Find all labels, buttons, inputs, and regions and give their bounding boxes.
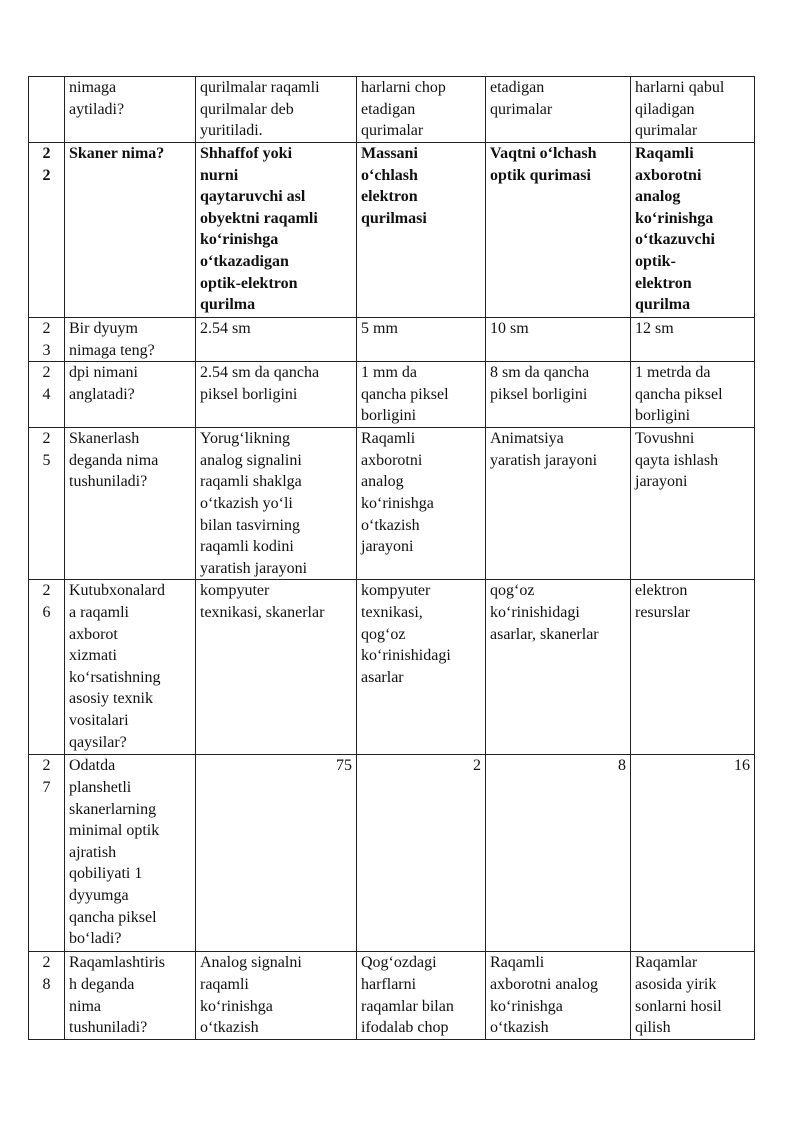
option-b: kompyuter texnikasi, qog‘oz ko‘rinishidagi asarlar: [357, 580, 486, 755]
option-a: 2.54 sm: [196, 318, 357, 362]
question-text: Odatda planshetli skanerlarning minimal optik ajratish qobiliyati 1 dyyumga qancha piksel bo‘ladi?: [65, 755, 196, 952]
question-text: Bir dyuym nimaga teng?: [65, 318, 196, 362]
question-number: 2 8: [29, 952, 65, 1039]
question-text: nimaga aytiladi?: [65, 77, 196, 143]
quiz-table: [28, 76, 755, 1040]
option-c: 8 sm da qancha piksel borligini: [486, 362, 631, 428]
option-b: Massani o‘chlash elektron qurilmasi: [357, 143, 486, 318]
table-row: [29, 77, 755, 143]
option-b: 2: [357, 755, 486, 952]
option-c: Animatsiya yaratish jarayoni: [486, 428, 631, 580]
table-row: [29, 318, 755, 362]
option-d: elektron resurslar: [631, 580, 755, 755]
option-b: 1 mm da qancha piksel borligini: [357, 362, 486, 428]
option-c: etadigan qurimalar: [486, 77, 631, 143]
table-row: [29, 362, 755, 428]
option-a: 2.54 sm da qancha piksel borligini: [196, 362, 357, 428]
option-c: qog‘oz ko‘rinishidagi asarlar, skanerlar: [486, 580, 631, 755]
option-a: Analog signalni raqamli ko‘rinishga o‘tkazish: [196, 952, 357, 1039]
option-b: Qog‘ozdagi harflarni raqamlar bilan ifodalab chop: [357, 952, 486, 1039]
option-a: kompyuter texnikasi, skanerlar: [196, 580, 357, 755]
option-c: Vaqtni o‘lchash optik qurimasi: [486, 143, 631, 318]
option-c: Raqamli axborotni analog ko‘rinishga o‘tkazish: [486, 952, 631, 1039]
option-b: Raqamli axborotni analog ko‘rinishga o‘tkazish jarayoni: [357, 428, 486, 580]
table-row: [29, 580, 755, 755]
option-d: Raqamli axborotni analog ko‘rinishga o‘tkazuvchi optik- elektron qurilma: [631, 143, 755, 318]
option-c: 8: [486, 755, 631, 952]
question-number: [29, 77, 65, 143]
table-row: [29, 428, 755, 580]
option-c: 10 sm: [486, 318, 631, 362]
option-b: 5 mm: [357, 318, 486, 362]
question-text: dpi nimani anglatadi?: [65, 362, 196, 428]
option-d: 16: [631, 755, 755, 952]
option-a: Yorug‘likning analog signalini raqamli shaklga o‘tkazish yo‘li bilan tasvirning raqamli kodini yaratish jarayoni: [196, 428, 357, 580]
option-d: 1 metrda da qancha piksel borligini: [631, 362, 755, 428]
option-d: 12 sm: [631, 318, 755, 362]
table-row: [29, 755, 755, 952]
option-b: harlarni chop etadigan qurimalar: [357, 77, 486, 143]
option-d: Raqamlar asosida yirik sonlarni hosil qilish: [631, 952, 755, 1039]
question-number: 2 3: [29, 318, 65, 362]
question-text: Raqamlashtiris h deganda nima tushuniladi?: [65, 952, 196, 1039]
question-text: Skaner nima?: [65, 143, 196, 318]
question-text: Skanerlash deganda nima tushuniladi?: [65, 428, 196, 580]
option-a: Shhaffof yoki nurni qaytaruvchi asl obyektni raqamli ko‘rinishga o‘tkazadigan optik-elektron qurilma: [196, 143, 357, 318]
option-d: harlarni qabul qiladigan qurimalar: [631, 77, 755, 143]
option-a: qurilmalar raqamli qurilmalar deb yuritiladi.: [196, 77, 357, 143]
question-number: 2 7: [29, 755, 65, 952]
option-d: Tovushni qayta ishlash jarayoni: [631, 428, 755, 580]
question-number: 2 5: [29, 428, 65, 580]
question-number: 2 6: [29, 580, 65, 755]
table-row: [29, 952, 755, 1039]
question-number: 2 2: [29, 143, 65, 318]
table-row: [29, 143, 755, 318]
option-a: 75: [196, 755, 357, 952]
question-text: Kutubxonalard a raqamli axborot xizmati ko‘rsatishning asosiy texnik vositalari qaysilar?: [65, 580, 196, 755]
question-number: 2 4: [29, 362, 65, 428]
